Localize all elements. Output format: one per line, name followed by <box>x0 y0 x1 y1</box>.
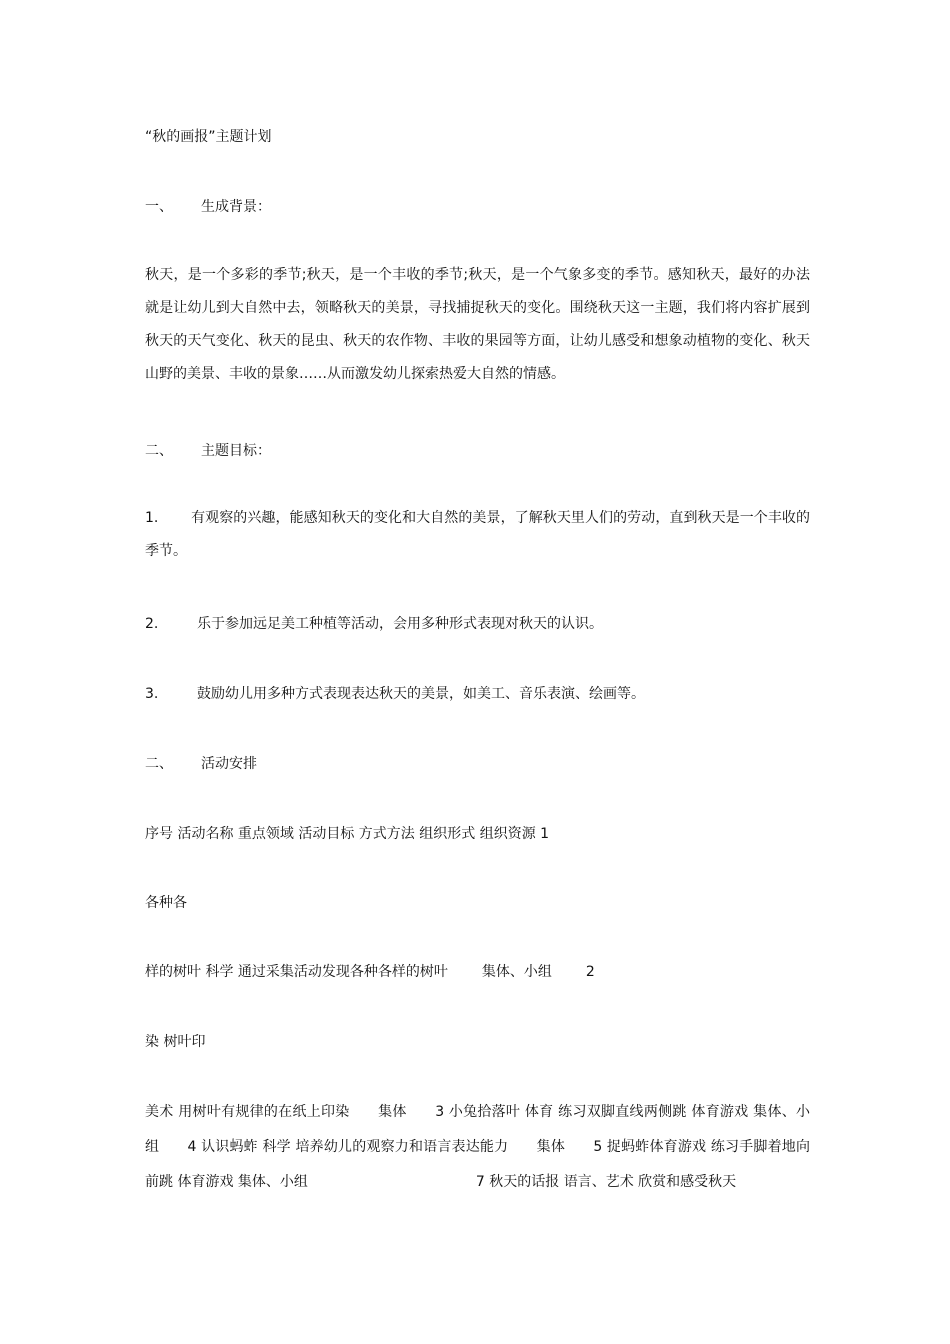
section-title: 活动安排 <box>201 756 257 772</box>
section-title: 生成背景： <box>201 199 271 215</box>
section-number: 二、 <box>145 756 173 772</box>
table-text-segment: 集体、小组 <box>481 964 552 980</box>
section-title: 主题目标： <box>201 443 271 459</box>
goal-number: 1. <box>145 510 159 526</box>
activity-list-paragraph: 美术 用树叶有规律的在纸上印染 集体 3 小兔拾落叶 体育 练习双脚直线两侧跳 体育游戏 集体、小组 4 认识蚂蚱 科学 培养幼儿的观察力和语言表达能力 集体 5 捉蚂蚱体育游戏 练习手脚着地向前跳 体育游戏 集体、小组 7 秋天的话报 语言、艺术 欣赏和感受秋天 <box>145 1104 810 1190</box>
goal-number: 2. <box>145 616 159 632</box>
table-header-line: 序号 活动名称 重点领域 活动目标 方式方法 组织形式 组织资源 1 <box>145 826 550 842</box>
goal-number: 3. <box>145 686 159 702</box>
table-text-line: 染 树叶印 <box>145 1034 206 1050</box>
section-heading-goals <box>145 441 271 461</box>
goal-item-2 <box>145 614 603 634</box>
section-heading-background <box>145 197 271 217</box>
background-paragraph: 秋天，是一个多彩的季节;秋天，是一个丰收的季节;秋天，是一个气象多变的季节。感知秋天，最好的办法就是让幼儿到大自然中去，领略秋天的美景，寻找捕捉秋天的变化。围绕秋天这一主题，我们将内容扩展到秋天的天气变化、秋天的昆虫、秋天的农作物、丰收的果园等方面，让幼儿感受和想象动植物的变化、秋天山野的美景、丰收的景象……从而激发幼儿探索热爱大自然的情感。 <box>145 267 810 382</box>
goal-text: 鼓励幼儿用多种方式表现表达秋天的美景，如美工、音乐表演、绘画等。 <box>197 686 645 702</box>
table-text-line <box>145 962 595 982</box>
document-title: “秋的画报”主题计划 <box>145 129 272 145</box>
section-heading-activities <box>145 754 257 774</box>
table-text-segment: 样的树叶 科学 通过采集活动发现各种各样的树叶 <box>145 964 448 980</box>
goal-text: 有观察的兴趣，能感知秋天的变化和大自然的美景，了解秋天里人们的劳动，直到秋天是一个丰收的季节。 <box>145 510 810 559</box>
goal-text: 乐于参加远足美工种植等活动，会用多种形式表现对秋天的认识。 <box>197 616 603 632</box>
section-number: 二、 <box>145 443 173 459</box>
table-text-segment: 2 <box>585 964 595 980</box>
table-text-line: 各种各 <box>145 895 187 911</box>
goal-item-3 <box>145 684 645 704</box>
goal-item-1 <box>145 502 810 568</box>
section-number: 一、 <box>145 199 173 215</box>
